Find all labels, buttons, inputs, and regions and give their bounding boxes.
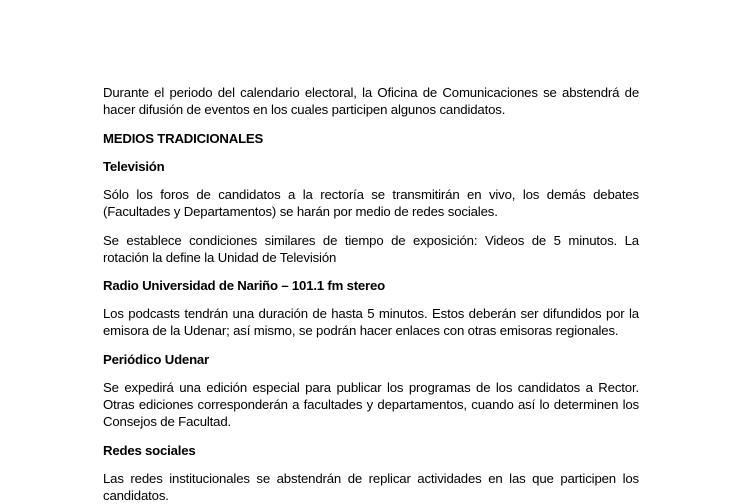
- newspaper-heading: Periódico Udenar: [103, 352, 209, 367]
- tv-paragraph-1: Sólo los foros de candidatos a la rectoría se transmitirán en vivo, los demás debates (Facultades y Departamentos) se harán por medio de redes sociales.: [103, 187, 639, 219]
- newspaper-paragraph: Se expedirá una edición especial para publicar los programas de los candidatos a Rector. Otras ediciones corresponderán a facultades y departamentos, cuando así lo determinen los Consejos de Facultad.: [103, 380, 639, 429]
- social-heading: Redes sociales: [103, 443, 196, 458]
- section-title: MEDIOS TRADICIONALES: [103, 131, 264, 146]
- tv-heading: Televisión: [103, 159, 165, 174]
- document-page: [103, 84, 639, 504]
- radio-heading: Radio Universidad de Nariño – 101.1 fm stereo: [103, 278, 385, 293]
- radio-paragraph: Los podcasts tendrán una duración de hasta 5 minutos. Estos deberán ser difundidos por la emisora de la Udenar; así mismo, se podrán hacer enlaces con otras emisoras regionales.: [103, 306, 639, 338]
- tv-paragraph-2: Se establece condiciones similares de tiempo de exposición: Videos de 5 minutos. La rotación la define la Unidad de Televisión: [103, 233, 639, 265]
- social-paragraph: Las redes institucionales se abstendrán de replicar actividades en las que participen los candidatos.: [103, 471, 639, 503]
- intro-paragraph: Durante el periodo del calendario electoral, la Oficina de Comunicaciones se abstendrá de hacer difusión de eventos en los cuales participen algunos candidatos.: [103, 85, 639, 117]
